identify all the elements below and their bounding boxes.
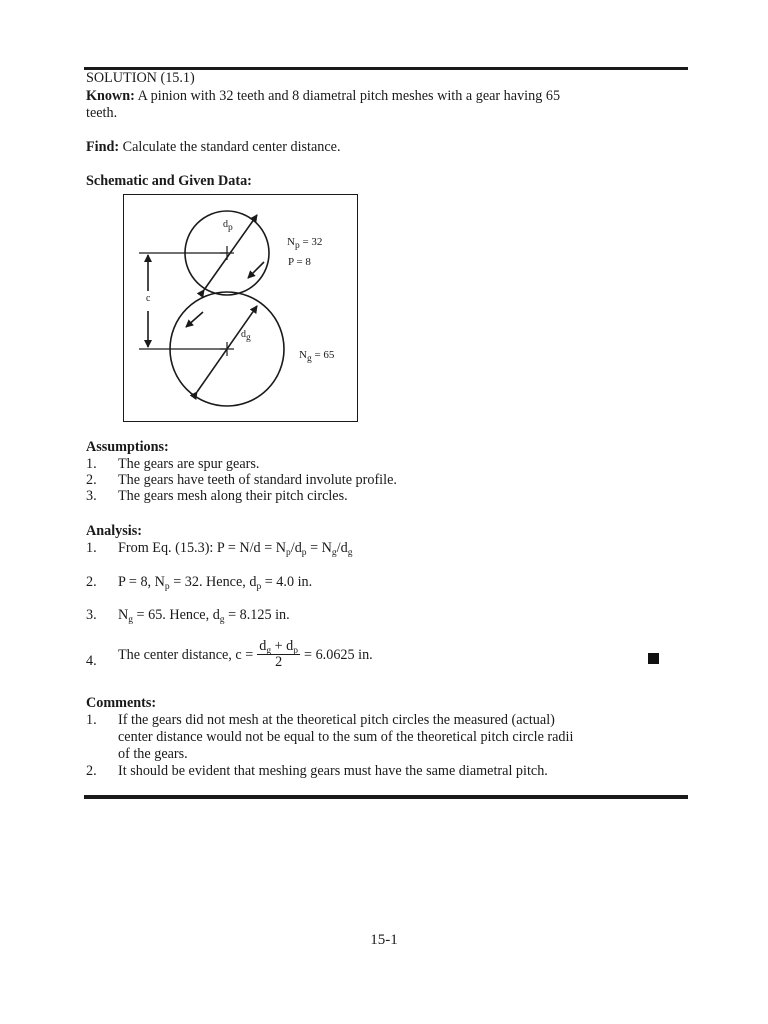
comment-text: center distance would not be equal to the sum of the theoretical pitch circle radii bbox=[118, 729, 574, 745]
page-number: 15-1 bbox=[370, 932, 398, 948]
comments-heading: Comments: bbox=[86, 695, 157, 711]
center-distance-fraction: $\frac{d_g + d_p}{2}$ bbox=[259, 638, 299, 670]
analysis-num: 3. bbox=[86, 607, 97, 623]
analysis-step-2: P = 8, $N_p = 32$. Hence, $d_p = 4.0$ in. bbox=[118, 574, 313, 592]
assumption-num: 3. bbox=[86, 488, 97, 504]
assumption-text: The gears have teeth of standard involute profile. bbox=[118, 472, 397, 488]
end-of-solution-mark bbox=[648, 653, 659, 664]
analysis-step-4: The center distance, c = $\frac{d_g + d_p}{2}$ = 6.0625 in. bbox=[118, 638, 373, 670]
analysis-num: 4. bbox=[86, 653, 97, 669]
comment-num: 1. bbox=[86, 712, 97, 728]
solution-title: SOLUTION (15.1) bbox=[86, 70, 195, 86]
analysis-heading: Analysis: bbox=[86, 523, 142, 539]
analysis-step-1: From Eq. (15.3): $P = N/d = N_p/d_p = N_g/d_g$ bbox=[118, 540, 353, 558]
assumption-num: 1. bbox=[86, 456, 97, 472]
find-line bbox=[86, 139, 341, 155]
find-text: Calculate the standard center distance. bbox=[122, 139, 341, 155]
label-dg: $d_g$ bbox=[241, 329, 251, 343]
known-text-2: teeth. bbox=[86, 105, 118, 121]
gear-schematic bbox=[123, 194, 358, 422]
gear-rotation-arrow bbox=[186, 312, 203, 327]
bottom-rule bbox=[84, 795, 688, 799]
known-text-1: A pinion with 32 teeth and 8 diametral pitch meshes with a gear having 65 bbox=[137, 88, 561, 104]
comment-num: 2. bbox=[86, 763, 97, 779]
label-np: $N_p = 32$ bbox=[287, 236, 323, 251]
label-ng: $N_g = 65$ bbox=[299, 349, 335, 364]
label-dp: $d_p$ bbox=[223, 219, 233, 233]
schematic-heading: Schematic and Given Data: bbox=[86, 173, 252, 189]
analysis-step-3: $N_g = 65$. Hence, $d_g = 8.125$ in. bbox=[118, 607, 290, 625]
known-line-1 bbox=[86, 88, 560, 104]
schematic-frame bbox=[123, 194, 358, 422]
find-label: Find: bbox=[86, 139, 120, 155]
known-label: Known: bbox=[86, 88, 135, 104]
assumption-text: The gears mesh along their pitch circles. bbox=[118, 488, 348, 504]
assumption-num: 2. bbox=[86, 472, 97, 488]
comment-text: If the gears did not mesh at the theoretical pitch circles the measured (actual) bbox=[118, 712, 555, 728]
assumptions-heading: Assumptions: bbox=[86, 439, 169, 455]
assumption-text: The gears are spur gears. bbox=[118, 456, 260, 472]
analysis-num: 1. bbox=[86, 540, 97, 556]
label-p: P = 8 bbox=[288, 256, 311, 268]
comment-text: It should be evident that meshing gears must have the same diametral pitch. bbox=[118, 763, 548, 779]
label-c: c bbox=[146, 293, 151, 304]
analysis-num: 2. bbox=[86, 574, 97, 590]
comment-text: of the gears. bbox=[118, 746, 188, 762]
